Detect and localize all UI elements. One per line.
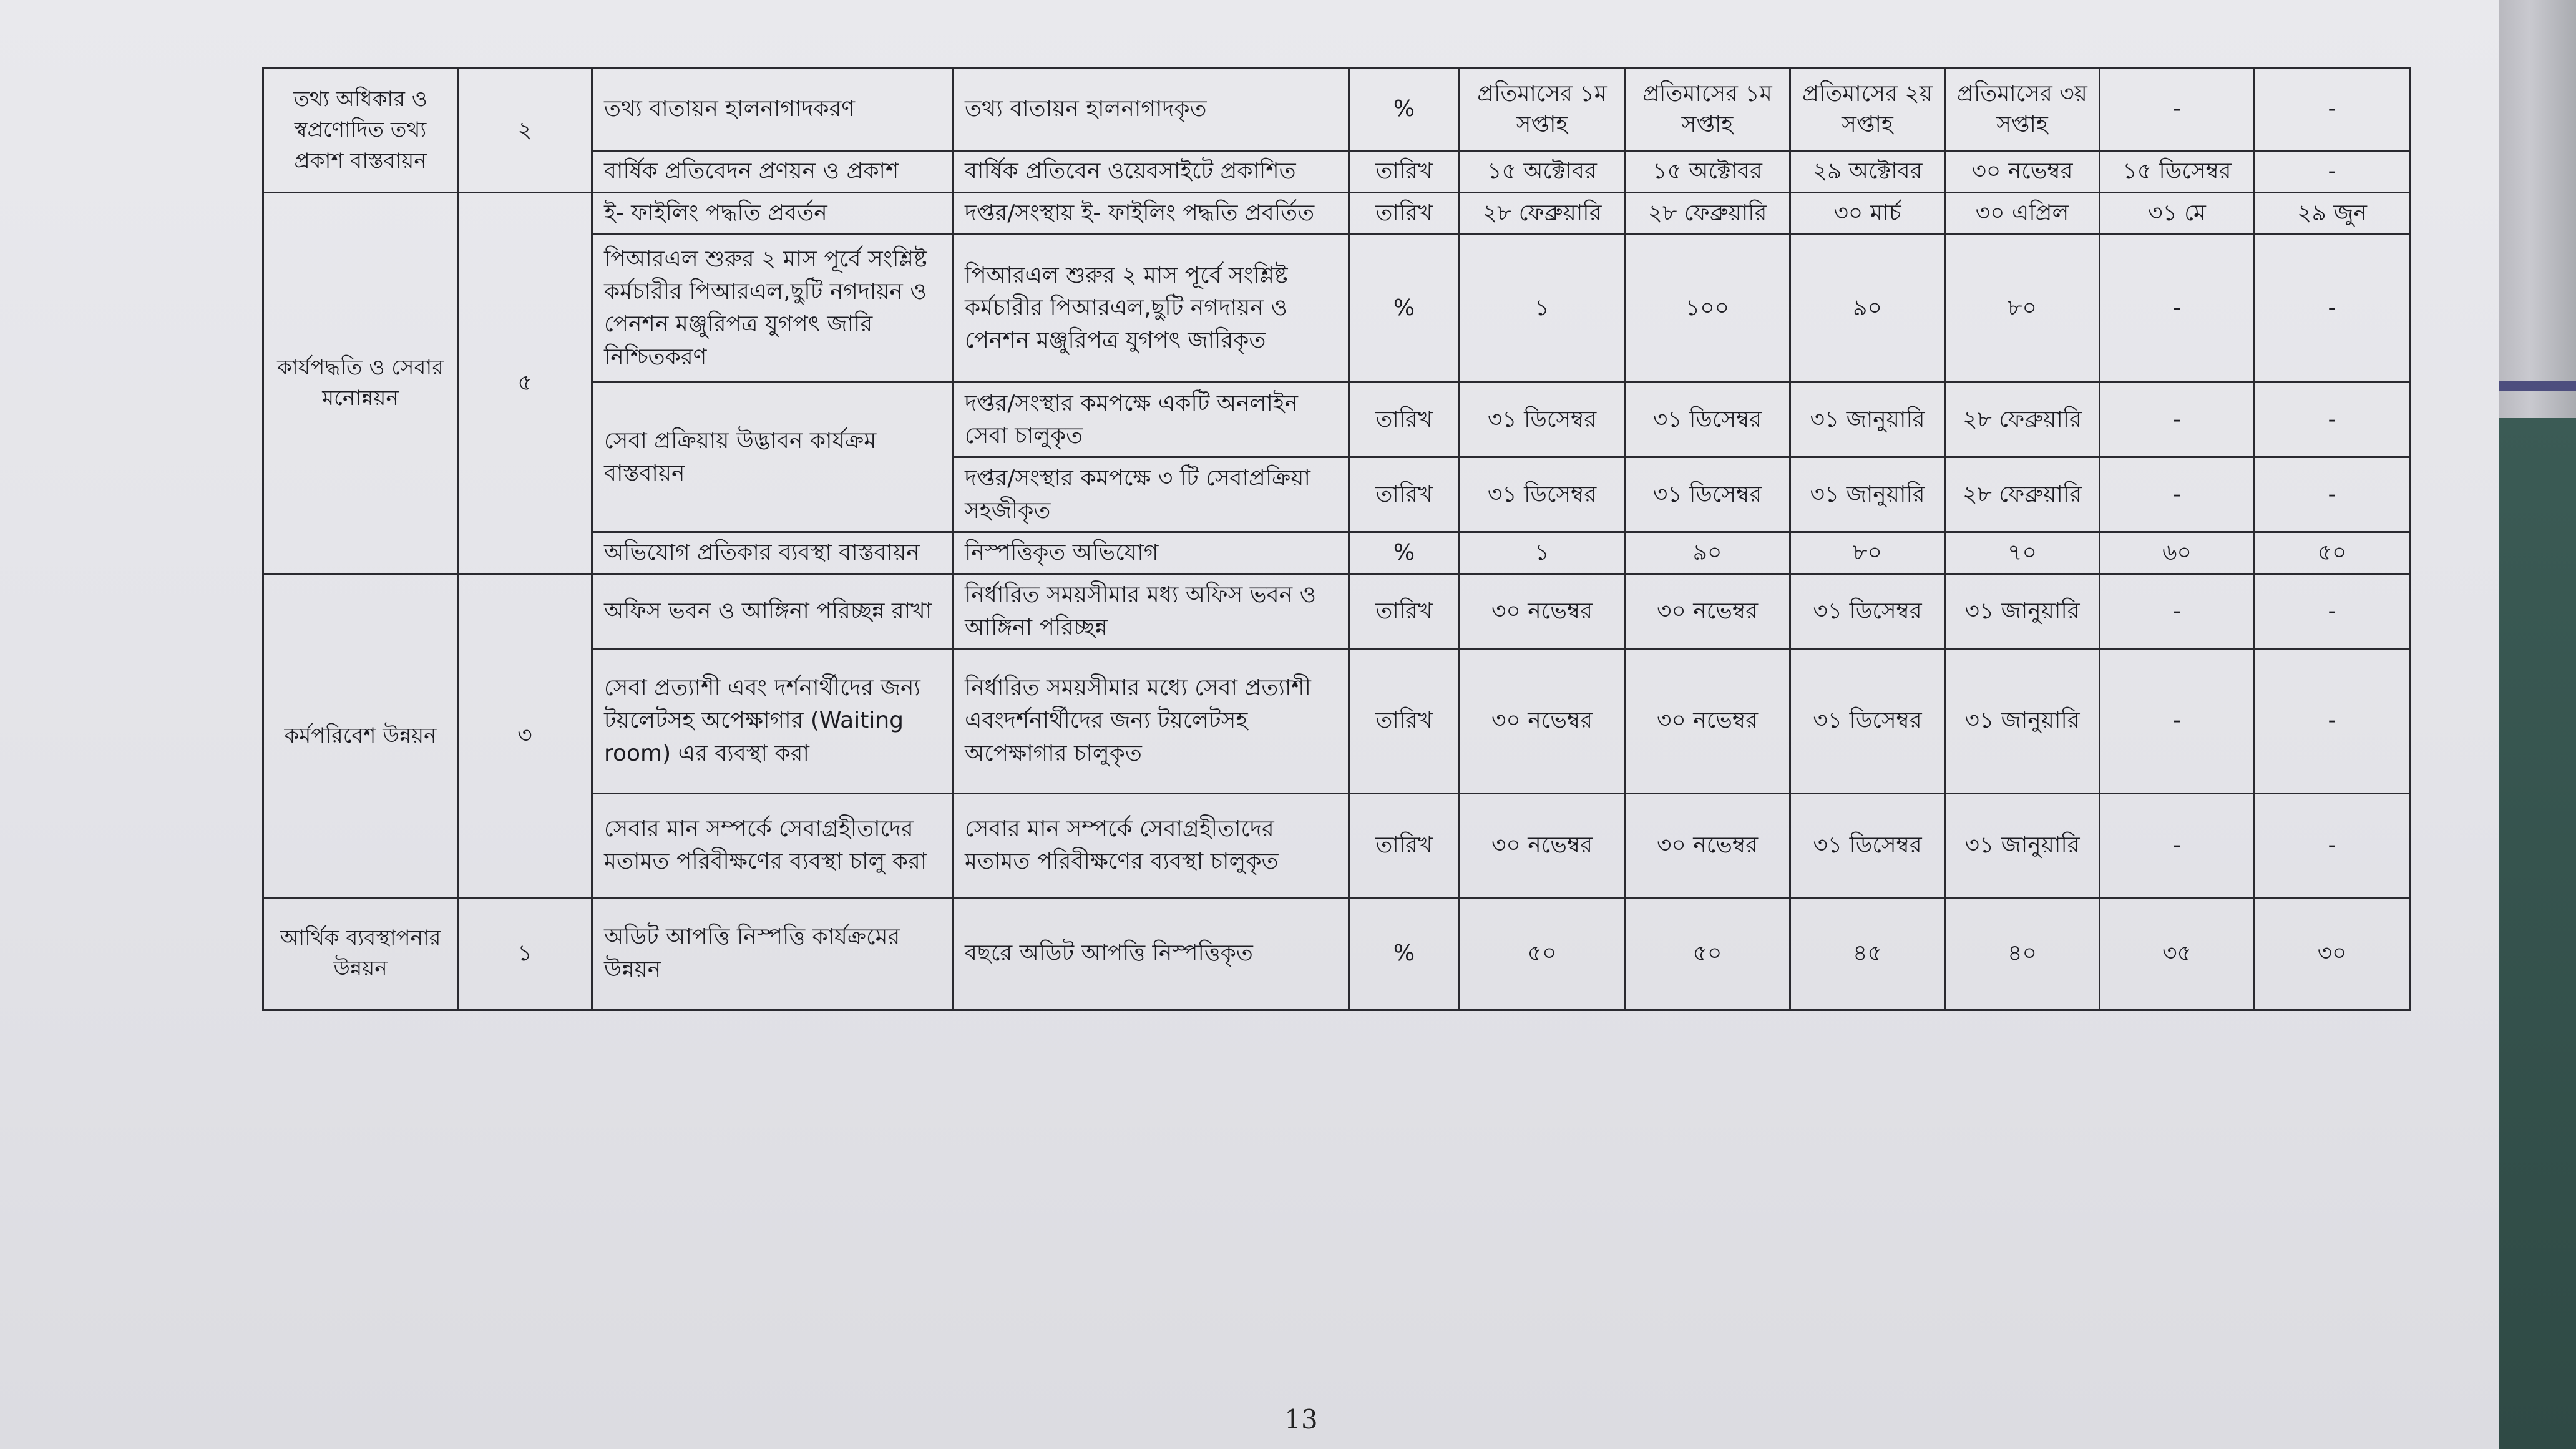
indicator-cell: পিআরএল শুরুর ২ মাস পূর্বে সংশ্লিষ্ট কর্মচারীর পিআরএল,ছুটি নগদায়ন ও পেনশন মঞ্জুরিপত্র যুগপৎ জারিকৃত <box>953 235 1349 383</box>
target-cell: ৮০ <box>1790 532 1945 574</box>
unit-cell: তারিখ <box>1349 574 1460 648</box>
target-cell: ২৯ জুন <box>2255 193 2410 235</box>
activity-cell: সেবা প্রত্যাশী এবং দর্শনার্থীদের জন্য টয়লেটসহ অপেক্ষাগার (Waiting room) এর ব্যবস্থা করা <box>592 648 953 793</box>
target-cell: ৯০ <box>1625 532 1790 574</box>
target-cell: - <box>2255 69 2410 151</box>
target-cell: - <box>2100 457 2255 532</box>
target-cell: ৩০ <box>2255 897 2410 1010</box>
activity-cell: অডিট আপত্তি নিস্পত্তি কার্যক্রমের উন্নয়ন <box>592 897 953 1010</box>
target-cell: ৩১ জানুয়ারি <box>1945 648 2100 793</box>
strategic-area-cell: তথ্য অধিকার ও স্বপ্রণোদিত তথ্য প্রকাশ বাস্তবায়ন <box>263 69 458 193</box>
target-cell: ৯০ <box>1790 235 1945 383</box>
target-cell: - <box>2255 151 2410 193</box>
indicator-cell: দপ্তর/সংস্থার কমপক্ষে একটি অনলাইন সেবা চালুকৃত <box>953 383 1349 457</box>
table-row <box>263 69 2410 151</box>
target-cell: ৩০ নভেম্বর <box>1945 151 2100 193</box>
target-cell: ১০০ <box>1625 235 1790 383</box>
target-cell: ৩১ ডিসেম্বর <box>1790 648 1945 793</box>
unit-cell: তারিখ <box>1349 457 1460 532</box>
target-cell: ৪০ <box>1945 897 2100 1010</box>
target-cell: ৬০ <box>2100 532 2255 574</box>
target-cell: ৭০ <box>1945 532 2100 574</box>
target-cell: প্রতিমাসের ১ম সপ্তাহ <box>1460 69 1625 151</box>
target-cell: ৩১ ডিসেম্বর <box>1790 574 1945 648</box>
activity-cell: অফিস ভবন ও আঙ্গিনা পরিচ্ছন্ন রাখা <box>592 574 953 648</box>
strategic-area-cell: কর্মপরিবেশ উন্নয়ন <box>263 574 458 897</box>
unit-cell: তারিখ <box>1349 193 1460 235</box>
target-cell: ৩০ নভেম্বর <box>1460 793 1625 897</box>
target-cell: ২৮ ফেব্রুয়ারি <box>1945 383 2100 457</box>
weight-cell: ১ <box>458 897 592 1010</box>
target-cell: ২৯ অক্টোবর <box>1790 151 1945 193</box>
target-cell: ১৫ অক্টোবর <box>1460 151 1625 193</box>
target-cell: ২৮ ফেব্রুয়ারি <box>1945 457 2100 532</box>
target-cell: ২৮ ফেব্রুয়ারি <box>1625 193 1790 235</box>
target-cell: ৫০ <box>1625 897 1790 1010</box>
target-cell: ১ <box>1460 532 1625 574</box>
activity-cell: অভিযোগ প্রতিকার ব্যবস্থা বাস্তবায়ন <box>592 532 953 574</box>
target-cell: ৩১ জানুয়ারি <box>1790 383 1945 457</box>
unit-cell: % <box>1349 69 1460 151</box>
weight-cell: ৩ <box>458 574 592 897</box>
indicator-cell: বার্ষিক প্রতিবেন ওয়েবসাইটে প্রকাশিত <box>953 151 1349 193</box>
target-cell: প্রতিমাসের ৩য় সপ্তাহ <box>1945 69 2100 151</box>
indicator-cell: তথ্য বাতায়ন হালনাগাদকৃত <box>953 69 1349 151</box>
strategic-area-cell: আর্থিক ব্যবস্থাপনার উন্নয়ন <box>263 897 458 1010</box>
target-cell: ৫০ <box>2255 532 2410 574</box>
target-cell: - <box>2100 235 2255 383</box>
unit-cell: % <box>1349 235 1460 383</box>
weight-cell: ২ <box>458 69 592 193</box>
target-cell: - <box>2255 457 2410 532</box>
indicator-cell: দপ্তর/সংস্থায় ই- ফাইলিং পদ্ধতি প্রবর্তিত <box>953 193 1349 235</box>
target-cell: - <box>2100 69 2255 151</box>
target-cell: ১৫ ডিসেম্বর <box>2100 151 2255 193</box>
target-cell: ৩১ ডিসেম্বর <box>1460 457 1625 532</box>
target-cell: ৫০ <box>1460 897 1625 1010</box>
target-cell: - <box>2255 793 2410 897</box>
target-cell: প্রতিমাসের ২য় সপ্তাহ <box>1790 69 1945 151</box>
unit-cell: তারিখ <box>1349 648 1460 793</box>
target-cell: ৩১ জানুয়ারি <box>1945 793 2100 897</box>
table-row <box>263 193 2410 235</box>
target-cell: - <box>2255 648 2410 793</box>
indicator-cell: সেবার মান সম্পর্কে সেবাগ্রহীতাদের মতামত পরিবীক্ষণের ব্যবস্থা চালুকৃত <box>953 793 1349 897</box>
target-cell: ৩১ জানুয়ারি <box>1945 574 2100 648</box>
target-cell: ৩১ ডিসেম্বর <box>1625 457 1790 532</box>
weight-cell: ৫ <box>458 193 592 574</box>
target-cell: - <box>2100 793 2255 897</box>
table-row <box>263 574 2410 648</box>
target-cell: ৩০ নভেম্বর <box>1625 793 1790 897</box>
target-cell: ৩১ ডিসেম্বর <box>1790 793 1945 897</box>
target-cell: ৪৫ <box>1790 897 1945 1010</box>
page-number: 13 <box>1284 1404 1318 1435</box>
target-cell: - <box>2255 574 2410 648</box>
target-cell: - <box>2255 235 2410 383</box>
unit-cell: তারিখ <box>1349 151 1460 193</box>
activity-cell: বার্ষিক প্রতিবেদন প্রণয়ন ও প্রকাশ <box>592 151 953 193</box>
table-row <box>263 897 2410 1010</box>
performance-table <box>262 67 2411 1011</box>
target-cell: - <box>2255 383 2410 457</box>
target-cell: ১ <box>1460 235 1625 383</box>
background-strip <box>2499 381 2576 391</box>
target-cell: ৩০ এপ্রিল <box>1945 193 2100 235</box>
target-cell: ৩১ ডিসেম্বর <box>1625 383 1790 457</box>
target-cell: ২৮ ফেব্রুয়ারি <box>1460 193 1625 235</box>
indicator-cell: নির্ধারিত সময়সীমার মধ্যে সেবা প্রত্যাশী এবংদর্শনার্থীদের জন্য টয়লেটসহ অপেক্ষাগার চালুকৃত <box>953 648 1349 793</box>
target-cell: - <box>2100 574 2255 648</box>
target-cell: প্রতিমাসের ১ম সপ্তাহ <box>1625 69 1790 151</box>
background-wall <box>2499 418 2576 1449</box>
target-cell: ৮০ <box>1945 235 2100 383</box>
activity-cell: তথ্য বাতায়ন হালনাগাদকরণ <box>592 69 953 151</box>
target-cell: ৩০ মার্চ <box>1790 193 1945 235</box>
indicator-cell: নিস্পত্তিকৃত অভিযোগ <box>953 532 1349 574</box>
indicator-cell: দপ্তর/সংস্থার কমপক্ষে ৩ টি সেবাপ্রক্রিয়া সহজীকৃত <box>953 457 1349 532</box>
indicator-cell: বছরে অডিট আপত্তি নিস্পত্তিকৃত <box>953 897 1349 1010</box>
target-cell: ১৫ অক্টোবর <box>1625 151 1790 193</box>
unit-cell: তারিখ <box>1349 383 1460 457</box>
activity-cell: পিআরএল শুরুর ২ মাস পূর্বে সংশ্লিষ্ট কর্মচারীর পিআরএল,ছুটি নগদায়ন ও পেনশন মঞ্জুরিপত্র যুগপৎ জারি নিশ্চিতকরণ <box>592 235 953 383</box>
target-cell: ৩০ নভেম্বর <box>1460 648 1625 793</box>
target-cell: ৩০ নভেম্বর <box>1460 574 1625 648</box>
activity-cell: ই- ফাইলিং পদ্ধতি প্রবর্তন <box>592 193 953 235</box>
activity-cell: সেবার মান সম্পর্কে সেবাগ্রহীতাদের মতামত পরিবীক্ষণের ব্যবস্থা চালু করা <box>592 793 953 897</box>
unit-cell: % <box>1349 897 1460 1010</box>
target-cell: - <box>2100 648 2255 793</box>
target-cell: ৩০ নভেম্বর <box>1625 574 1790 648</box>
target-cell: ৩৫ <box>2100 897 2255 1010</box>
indicator-cell: নির্ধারিত সময়সীমার মধ্য অফিস ভবন ও আঙ্গিনা পরিচ্ছন্ন <box>953 574 1349 648</box>
target-cell: - <box>2100 383 2255 457</box>
strategic-area-cell: কার্যপদ্ধতি ও সেবার মনোন্নয়ন <box>263 193 458 574</box>
unit-cell: তারিখ <box>1349 793 1460 897</box>
target-cell: ৩১ জানুয়ারি <box>1790 457 1945 532</box>
target-cell: ৩১ মে <box>2100 193 2255 235</box>
activity-cell: সেবা প্রক্রিয়ায় উদ্ভাবন কার্যক্রম বাস্তবায়ন <box>592 383 953 532</box>
target-cell: ৩০ নভেম্বর <box>1625 648 1790 793</box>
unit-cell: % <box>1349 532 1460 574</box>
target-cell: ৩১ ডিসেম্বর <box>1460 383 1625 457</box>
